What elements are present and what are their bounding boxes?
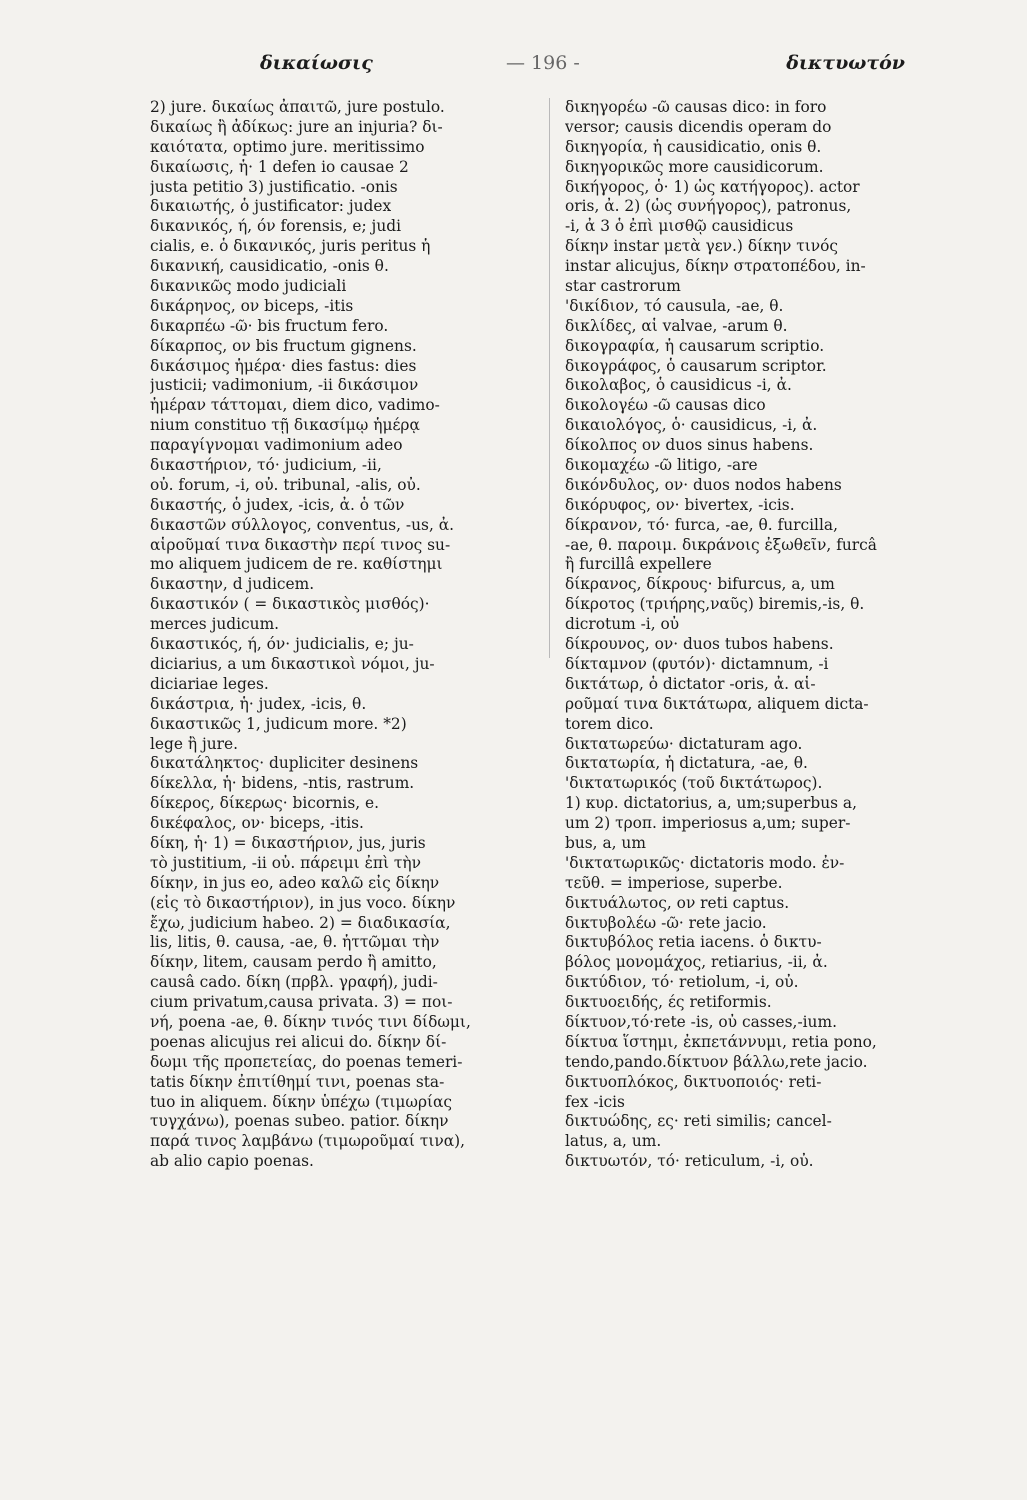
right-column (565, 98, 975, 1172)
entry-line: τεῦθ. = imperiose, superbe. (565, 873, 783, 892)
entry-line: δίκολπος ον duos sinus habens. (565, 436, 814, 455)
entry-line: 'δικίδιον, τό causula, -ae, θ. (565, 296, 784, 315)
entry-line: nium constituo τῇ δικασίμῳ ἡμέρᾳ (150, 416, 420, 435)
entry-line: δικλίδες, αἱ valvae, -arum θ. (565, 316, 788, 335)
entry-line: δικτυβόλος retia iacens. ὁ δικτυ- (565, 933, 822, 952)
entry-line: δικάστρια, ἡ· judex, -icis, θ. (150, 694, 367, 713)
entry-line: δικατάληκτος· dupliciter desinens (150, 754, 419, 773)
entry-line: δικαστικόν ( = δικαστικὸς μισθός)· (150, 595, 430, 614)
entry-line: 1) κυρ. dictatorius, a, um;superbus a, (565, 794, 857, 813)
entry-line: δικτυώδης, ες· reti similis; cancel- (565, 1112, 832, 1131)
entry-line: cialis, e. ὁ δικανικός, juris peritus ἡ (150, 237, 431, 256)
entry-line: δικαίως ἢ ἀδίκως: jure an injuria? δι- (150, 117, 443, 136)
entry-line: καιότατα, optimo jure. meritissimo (150, 137, 425, 156)
entry-line: δικολαβος, ὁ causidicus -i, ἀ. (565, 376, 792, 395)
entry-line: βόλος μονομάχος, retiarius, -ii, ἀ. (565, 953, 828, 972)
entry-line: δίκρουνος, ον· duos tubos habens. (565, 635, 834, 654)
entry-line: justa petitio 3) justificatio. -onis (150, 177, 398, 196)
entry-line: cium privatum,causa privata. 3) = ποι- (150, 993, 453, 1012)
entry-line: δίκτυα ἵστημι, ἐκπετάννυμι, retia pono, (565, 1032, 877, 1051)
entry-line: τυγχάνω), poenas subeo. patior. δίκην (150, 1112, 449, 1131)
entry-line: latus, a, um. (565, 1132, 662, 1151)
entry-line: δίκαρπος, ον bis fructum gignens. (150, 336, 417, 355)
column-divider (549, 98, 550, 658)
entry-line: diciariae leges. (150, 674, 269, 693)
entry-line: causâ cado. δίκη (πρβλ. γραφή), judi- (150, 973, 438, 992)
entry-line: δικτυβολέω -ῶ· rete jacio. (565, 913, 767, 932)
entry-line: νή, poena -ae, θ. δίκην τινός τινι δίδωμι, (150, 1012, 471, 1031)
entry-line: -ae, θ. παροιμ. δικράνοις ἐξωθεῖν, furcâ (565, 535, 877, 554)
entry-line: τὸ justitium, -ii οὐ. πάρειμι ἐπὶ τὴν (150, 853, 421, 872)
entry-line: δικέφαλος, ον· biceps, -itis. (150, 814, 364, 833)
entry-line: δικαιολόγος, ὁ· causidicus, -i, ἀ. (565, 416, 818, 435)
entry-line: star castrorum (565, 277, 681, 296)
left-running-headword: δικαίωσις (260, 52, 373, 74)
entry-line: justicii; vadimonium, -ii δικάσιμον (150, 376, 419, 395)
entry-line: δικήγορος, ὁ· 1) ὡς κατήγορος). actor (565, 177, 860, 196)
entry-line: δικομαχέω -ῶ litigo, -are (565, 456, 758, 475)
entry-line: 'δικτατωρικός (τοῦ δικτάτωρος). (565, 774, 823, 793)
entry-line: δικαστικός, ή, όν· judicialis, e; ju- (150, 635, 414, 654)
entry-line: δίκταμνον (φυτόν)· dictamnum, -i (565, 654, 829, 673)
entry-line: lege ἢ jure. (150, 734, 239, 753)
entry-line: δίκρανον, τό· furca, -ae, θ. furcilla, (565, 515, 838, 534)
entry-line: dicrotum -i, οὐ (565, 615, 680, 634)
right-running-headword: δικτυωτόν (786, 52, 905, 74)
entry-line: παραγίγνομαι vadimonium adeo (150, 436, 403, 455)
entry-line: δικολογέω -ῶ causas dico (565, 396, 766, 415)
entry-line: fex -icis (565, 1092, 625, 1111)
entry-line: δικανικῶς modo judiciali (150, 277, 347, 296)
entry-line: παρά τινος λαμβάνω (τιμωροῦμαί τινα), (150, 1132, 466, 1151)
entry-line: δικαστήριον, τό· judicium, -ii, (150, 456, 382, 475)
entry-line: δίκη, ἡ· 1) = δικαστήριον, jus, juris (150, 833, 426, 852)
entry-line: δικόρυφος, ον· bivertex, -icis. (565, 495, 795, 514)
entry-line: diciarius, a um δικαστικοὶ νόμοι, ju- (150, 654, 435, 673)
entry-line: δικτατωρία, ἡ dictatura, -ae, θ. (565, 754, 808, 773)
entry-line: οὐ. forum, -i, οὐ. tribunal, -alis, οὐ. (150, 475, 421, 494)
entry-line: poenas alicujus rei alicui do. δίκην δί- (150, 1032, 447, 1051)
entry-line: δικαιωτής, ὁ justificator: judex (150, 197, 392, 216)
entry-line: tuo in aliquem. δίκην ὑπέχω (τιμωρίας (150, 1092, 453, 1111)
entry-line: δικτύδιον, τό· retiolum, -i, οὐ. (565, 973, 799, 992)
entry-line: δικανική, causidicatio, -onis θ. (150, 257, 389, 276)
entry-line: δικτυοειδής, ές retiformis. (565, 993, 772, 1012)
entry-line: δικτάτωρ, ὁ dictator -oris, ἀ. αἱ- (565, 674, 816, 693)
entry-line: δίκην, litem, causam perdo ἢ amitto, (150, 953, 437, 972)
entry-line: δίκην instar μετὰ γεν.) δίκην τινός (565, 237, 839, 256)
entry-line: bus, a, um (565, 833, 646, 852)
entry-line: δικαστην, d judicem. (150, 575, 315, 594)
entry-line: merces judicum. (150, 615, 280, 634)
entry-line: 2) jure. δικαίως ἀπαιτῶ, jure postulo. (150, 98, 445, 116)
entry-line: (εἰς τὸ δικαστήριον), in jus voco. δίκην (150, 893, 456, 912)
entry-line: δικάσιμος ἡμέρα· dies fastus: dies (150, 356, 417, 375)
entry-line: δίκερος, δίκερως· bicornis, e. (150, 794, 380, 813)
entry-line: δικογράφος, ὁ causarum scriptor. (565, 356, 827, 375)
entry-line: δικογραφία, ἡ causarum scriptio. (565, 336, 825, 355)
entry-line: δικτυάλωτος, ον reti captus. (565, 893, 790, 912)
entry-line: δωμι τῆς προπετείας, do poenas temeri- (150, 1052, 463, 1071)
entry-line: oris, ἀ. 2) (ὡς συνήγορος), patronus, (565, 197, 852, 216)
page-number: — 196 - (506, 52, 580, 74)
entry-line: mo aliquem judicem de re. καθίστημι (150, 555, 443, 574)
entry-line: tatis δίκην ἐπιτίθημί τινι, poenas sta- (150, 1072, 445, 1091)
entry-line: δίκελλα, ἡ· bidens, -ntis, rastrum. (150, 774, 415, 793)
entry-line: δικτυοπλόκος, δικτυοποιός· reti- (565, 1072, 822, 1091)
entry-line: δίκρανος, δίκρους· bifurcus, a, um (565, 575, 835, 594)
entry-line: ροῦμαί τινα δικτάτωρα, aliquem dicta- (565, 694, 869, 713)
entry-line: lis, litis, θ. causa, -ae, θ. ἡττῶμαι τὴν (150, 933, 440, 952)
entry-line: δικαστικῶς 1, judicum more. *2) (150, 714, 407, 733)
entry-line: um 2) τροπ. imperiosus a,um; super- (565, 814, 851, 833)
entry-line: δικαίωσις, ἡ· 1 defen io causae 2 (150, 157, 409, 176)
left-column (150, 98, 535, 1172)
entry-line: ἔχω, judicium habeo. 2) = διαδικασία, (150, 913, 451, 932)
entry-line: δικόνδυλος, ον· duos nodos habens (565, 475, 842, 494)
entry-line: δικαρπέω -ῶ· bis fructum fero. (150, 316, 389, 335)
entry-line: δίκτυον,τό·rete -is, οὐ casses,-ium. (565, 1012, 837, 1031)
entry-line: δικηγορία, ἡ causidicatio, onis θ. (565, 137, 822, 156)
entry-line: instar alicujus, δίκην στρατοπέδου, in- (565, 257, 866, 276)
entry-line: δικαστής, ὁ judex, -icis, ἀ. ὁ τῶν (150, 495, 405, 514)
entry-line: 'δικτατωρικῶς· dictatoris modo. ἐν- (565, 853, 845, 872)
entry-line: ἡμέραν τάττομαι, diem dico, vadimo- (150, 396, 440, 415)
entry-line: δικανικός, ή, όν forensis, e; judi (150, 217, 401, 236)
entry-line: torem dico. (565, 714, 654, 733)
entry-line: δίκροτος (τριήρης,ναῦς) biremis,-is, θ. (565, 595, 865, 614)
entry-line: -i, ἀ 3 ὁ ἐπὶ μισθῷ causidicus (565, 217, 794, 236)
entry-line: tendo,pando.δίκτυον βάλλω,rete jacio. (565, 1052, 868, 1071)
entry-line: δικάρηνος, ον biceps, -itis (150, 296, 354, 315)
entry-line: versor; causis dicendis operam do (565, 117, 832, 136)
entry-line: ab alio capio poenas. (150, 1152, 314, 1171)
entry-line: δικτατωρεύω· dictaturam ago. (565, 734, 803, 753)
entry-line: δικτυωτόν, τό· reticulum, -i, οὐ. (565, 1152, 814, 1171)
entry-line: δίκην, in jus eo, adeo καλῶ εἰς δίκην (150, 873, 440, 892)
page-header (150, 52, 965, 86)
entry-line: δικαστῶν σύλλογος, conventus, -us, ἀ. (150, 515, 455, 534)
entry-line: αἱροῦμαί τινα δικαστὴν περί τινος su- (150, 535, 451, 554)
entry-line: ἢ furcillâ expellere (565, 555, 712, 574)
entry-line: δικηγορικῶς more causidicorum. (565, 157, 824, 176)
entry-line: δικηγορέω -ῶ causas dico: in foro (565, 98, 827, 116)
